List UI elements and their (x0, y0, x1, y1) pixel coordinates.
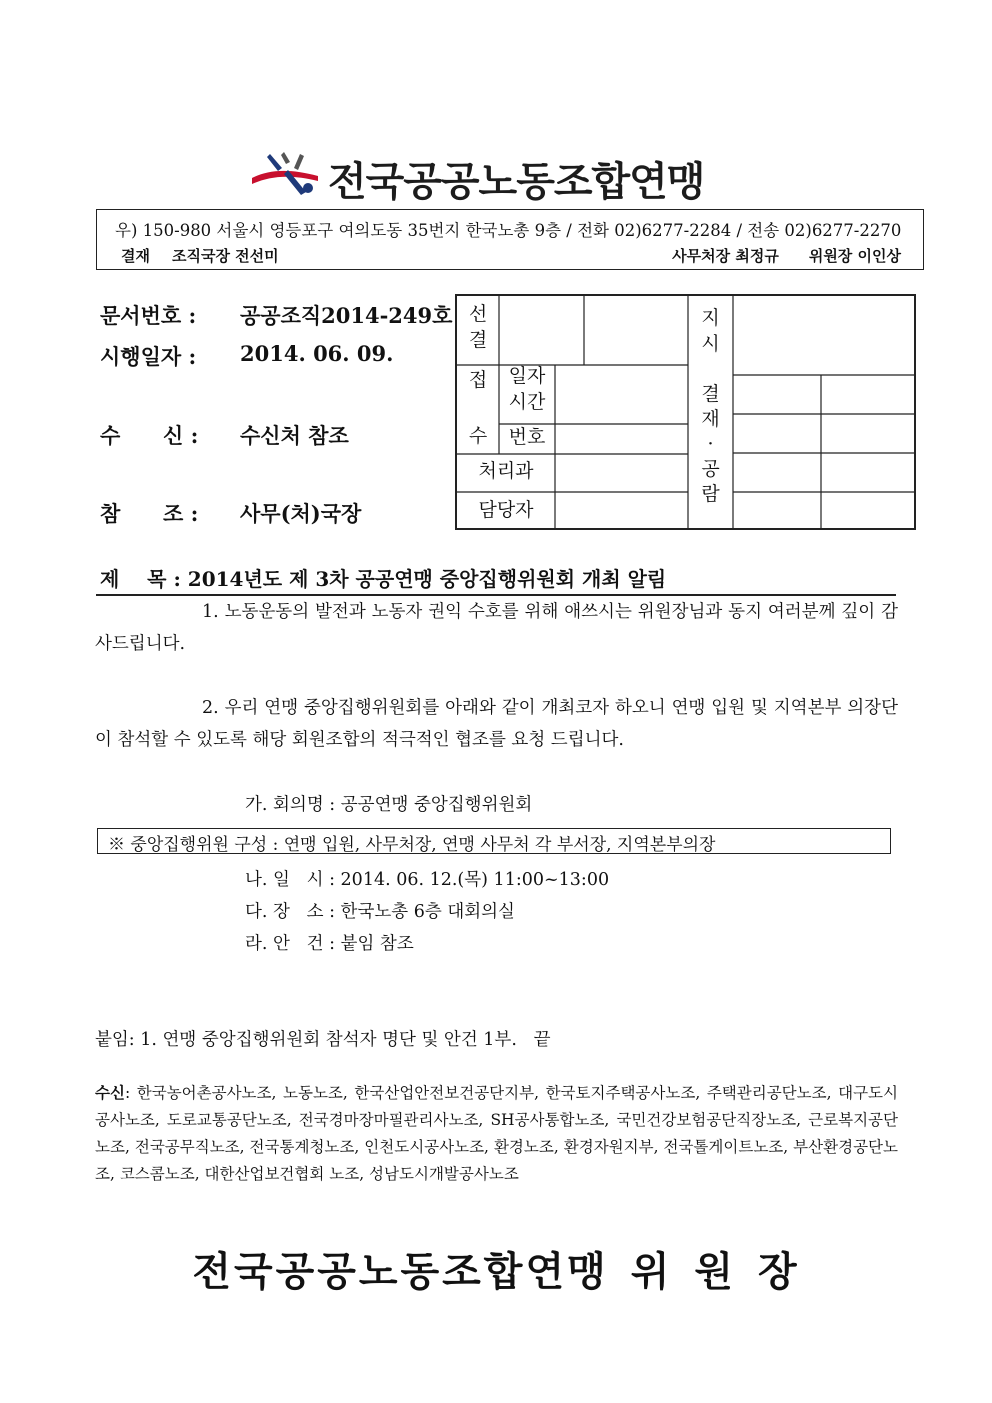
approver-2: 사무처장 최정규 (672, 247, 779, 265)
item-agenda: 라. 안 건 : 붙임 참조 (245, 934, 414, 954)
address-line: 우) 150-980 서울시 영등포구 여의도동 35번지 한국노총 9층 / 전화 02)6277-2284 / 전송 02)6277-2270 (115, 221, 902, 240)
footer-signature (0, 1240, 992, 1297)
approval-grid (455, 294, 916, 530)
attachment-line: 붙임: 1. 연맹 중앙집행위원회 참석자 명단 및 안건 1부. 끝 (95, 1030, 551, 1050)
paragraph-1-text: 1. 노동운동의 발전과 노동자 권익 수호를 위해 애쓰시는 위원장님과 동지 여러분께 깊이 감사드립니다. (95, 602, 898, 654)
ref-label-1: 참 (100, 501, 121, 526)
note-text: ※ 중앙집행위원 구성 : 연맹 입원, 사무처장, 연맹 사무처 각 부서장, 지역본부의장 (108, 835, 716, 855)
paragraph-1 (95, 596, 898, 660)
recipients (95, 1080, 898, 1188)
item-datetime: 나. 일 시 : 2014. 06. 12.(목) 11:00~13:00 (245, 870, 610, 890)
approval-left (121, 245, 279, 266)
approver-1: 조직국장 전선미 (171, 247, 279, 265)
damdangja-label: 담당자 (478, 499, 534, 521)
org-name-header: 전국공공노동조합연맹 (328, 159, 705, 205)
recipients-label: 수신 (95, 1084, 125, 1102)
subject-line: 제 목 : 2014년도 제 3차 공공연맹 중앙집행위원회 개최 알림 (100, 567, 667, 591)
date-value: 2014. 06. 09. (240, 341, 394, 366)
approval-label: 결재 (121, 247, 150, 265)
date-label: 시행일자 : (100, 344, 197, 369)
su-label: 수 (468, 425, 488, 447)
ref-value: 사무(처)국장 (240, 501, 362, 526)
beonho-label: 번호 (508, 426, 546, 448)
ref-label-2: 조 : (163, 501, 199, 526)
union-logo-icon (248, 148, 326, 198)
footer-char-3: 장 (758, 1249, 800, 1295)
jisi-label: 지 시 (701, 307, 720, 355)
jeop-label: 접 (468, 369, 488, 391)
to-value: 수신처 참조 (240, 423, 349, 448)
item-place: 다. 장 소 : 한국노총 6층 대회의실 (245, 902, 515, 922)
recipients-list: : 한국농어촌공사노조, 노동노조, 한국산업안전보건공단지부, 한국토지주택공사노조, 주택관리공단노조, 대구도시공사노조, 도로교통공단노조, 전국경마장마필관리사노조, SH공사통합노조, 국민건강보험공단직장노조, 근로복지공단노조, 전국공무직노조, 전국통계청노조, 인천도시공사노조, 환경노조, 환경자원지부, 전국톨게이트노조, 부산환경공단노조, 코스콤노조, 대한산업보건협회 노조, 성남도시개발공사노조 (95, 1084, 898, 1183)
cheorigwa-label: 처리과 (478, 460, 534, 482)
paragraph-2 (95, 692, 898, 756)
gyeoljae-label: 결 재 · 공 람 (701, 383, 720, 506)
seongyeol-label: 선 결 (468, 303, 488, 351)
paragraph-2-text: 2. 우리 연맹 중앙집행위원회를 아래와 같이 개최코자 하오니 연맹 입원 및 지역본부 의장단이 참석할 수 있도록 해당 회원조합의 적극적인 협조를 요청 드립니다. (95, 698, 898, 750)
approver-3: 위원장 이인상 (808, 247, 901, 265)
to-label-1: 수 (100, 423, 121, 448)
note-box (97, 828, 891, 854)
footer-char-2: 원 (694, 1249, 737, 1295)
approval-right (672, 245, 901, 266)
doc-no-label: 문서번호 : (100, 303, 197, 328)
address-box (96, 209, 924, 270)
item-meeting-name: 가. 회의명 : 공공연맹 중앙집행위원회 (245, 795, 533, 815)
footer-char-1: 위 (630, 1249, 673, 1295)
ilja-label: 일자 시간 (508, 365, 546, 413)
footer-org: 전국공공노동조합연맹 (192, 1249, 609, 1295)
org-logo (248, 148, 748, 205)
doc-no-value: 공공조직2014-249호 (240, 303, 453, 328)
to-label-2: 신 : (163, 423, 199, 448)
